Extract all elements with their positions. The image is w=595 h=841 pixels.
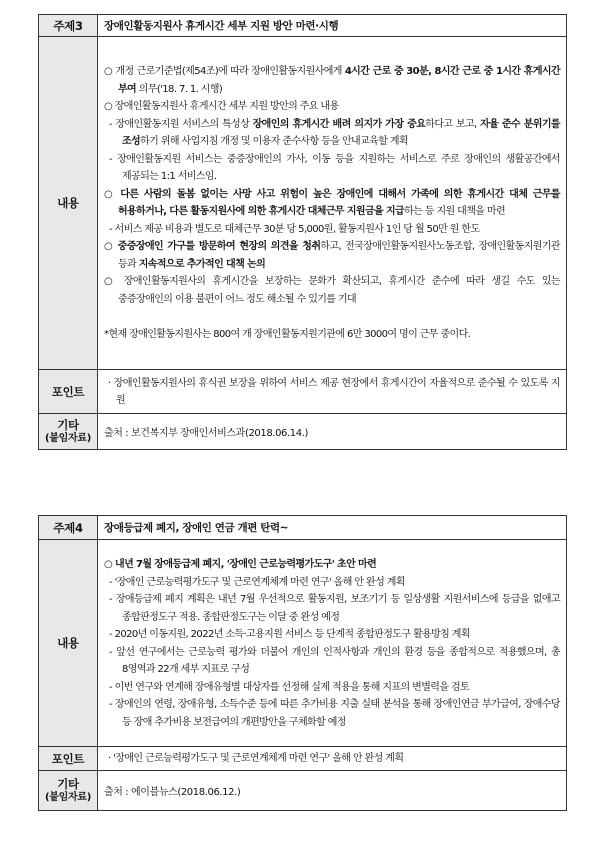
topic3-source: 출처 : 보건복지부 장애인서비스과(2018.06.14.) xyxy=(98,414,567,450)
topic4-source: 출처 : 에이블뉴스(2018.06.12.) xyxy=(98,771,567,811)
topic3-item-2: ○ 장애인활동지원사 휴게시간 세부 지원 방안의 주요 내용 xyxy=(104,101,339,113)
topic4-label: 주제4 xyxy=(39,516,98,540)
topic3-content-label: 내용 xyxy=(39,37,98,370)
topic4-table xyxy=(38,515,567,811)
topic3-point: · 장애인활동지원사의 휴식권 보장을 위하여 서비스 제공 현장에서 휴게시간이 자율적으로 준수될 수 있도록 지원 xyxy=(98,370,567,414)
topic3-note: *현재 장애인활동지원사는 800여 개 장애인활동지원기관에 6만 3000여 명이 근무 중이다. xyxy=(104,329,471,341)
topic3-content xyxy=(98,37,567,370)
topic4-content xyxy=(98,540,567,747)
topic4-sub-1: - '장애인 근로능력평가도구 및 근로연계체계 마련 연구' 올해 안 완성 계획 xyxy=(109,576,405,588)
topic3-item-3: ○ 다른 사람의 돌봄 없이는 사망 사고 위험이 높은 장애인에 대해서 가족에 의한 휴게시간 대체 근무를 허용하거나, 다른 활동지원사에 의한 휴게시간 대체근무 지원금을 지급하는 등 지원 대책을 마련 xyxy=(104,188,560,218)
topic4-content-label: 내용 xyxy=(39,540,98,747)
topic3-item-1: ○ 개정 근로기준법(제54조)에 따라 장애인활동지원사에게 4시간 근로 중 30분, 8시간 근로 중 1시간 휴게시간 부여 의무('18. 7. 1. 시행) xyxy=(104,66,560,95)
topic4-sub-2: - 장애등급제 폐지 계획은 내년 7월 우선적으로 활동지원, 보조기기 등 일상생활 지원서비스에 등급을 없애고 종합판정도구 적용. 종합판정도구는 이달 중 완성 예정 xyxy=(109,594,560,623)
topic3-item-5: ○ 장애인활동지원사의 휴게시간을 보장하는 문화가 확산되고, 휴게시간 준수에 따라 생길 수도 있는 중증장애인의 이용 불편이 어느 정도 해소될 수 있기를 기대 xyxy=(104,276,560,305)
topic4-sub-6: - 장애인의 연령, 장애유형, 소득수준 등에 따른 추가비용 지출 실태 분석을 통해 장애인연금 부가급여, 장애수당 등 장애 추가비용 보전급여의 개편방안을 구체화할 예정 xyxy=(109,699,560,728)
topic3-label: 주제3 xyxy=(39,15,98,37)
topic4-item-1: ○ 내년 7월 장애등급제 폐지, '장애인 근로능력평가도구' 초안 마련 xyxy=(104,559,377,570)
topic4-point: · '장애인 근로능력평가도구 및 근로연계체계 마련 연구' 올해 안 완성 계획 xyxy=(98,747,567,771)
topic3-sub-3: - 서비스 제공 비용과 별도로 대체근무 30분 당 5,000원, 활동지원사 1인 당 월 50만 원 한도 xyxy=(109,223,480,235)
topic4-sub-4: - 앞선 연구에서는 근로능력 평가와 더불어 개인의 인적사항과 개인의 환경 등을 종합적으로 적용했으며, 총 8영역과 22개 세부 지표로 구성 xyxy=(109,646,560,675)
topic3-misc-label: 기타 (붙임자료) xyxy=(39,414,98,450)
topic3-point-label: 포인트 xyxy=(39,370,98,414)
topic4-title: 장애등급제 폐지, 장애인 연금 개편 탄력~ xyxy=(98,516,567,540)
topic4-sub-5: - 이번 연구와 연계해 장애유형별 대상자를 선정해 실제 적용을 통해 지표의 변별력을 검토 xyxy=(109,681,470,693)
topic3-item-4: ○ 중증장애인 가구를 방문하여 현장의 의견을 청취하고, 전국장애인활동지원사노동조합, 장애인활동지원기관 등과 지속적으로 추가적인 대책 논의 xyxy=(104,241,560,270)
topic4-misc-label: 기타 (붙임자료) xyxy=(39,771,98,811)
topic3-title: 장애인활동지원사 휴게시간 세부 지원 방안 마련·시행 xyxy=(98,15,567,37)
topic4-sub-3: - 2020년 이동지원, 2022년 소득·고용지원 서비스 등 단계적 종합판정도구 활용방침 계획 xyxy=(109,629,470,640)
topic4-point-label: 포인트 xyxy=(39,747,98,771)
topic3-sub-1: - 장애인활동지원 서비스의 특성상 장애인의 휴게시간 배려 의지가 가장 중요하다고 보고, 자율 준수 분위기를 조성하기 위해 사업지침 개정 및 이용자 준수사항 등을 안내교육할 계획 xyxy=(109,118,560,148)
topic3-table xyxy=(38,14,567,450)
topic3-sub-2: - 장애인활동지원 서비스는 중증장애인의 가사, 이동 등을 지원하는 서비스로 주로 장애인의 생활공간에서 제공되는 1:1 서비스임. xyxy=(109,153,560,183)
